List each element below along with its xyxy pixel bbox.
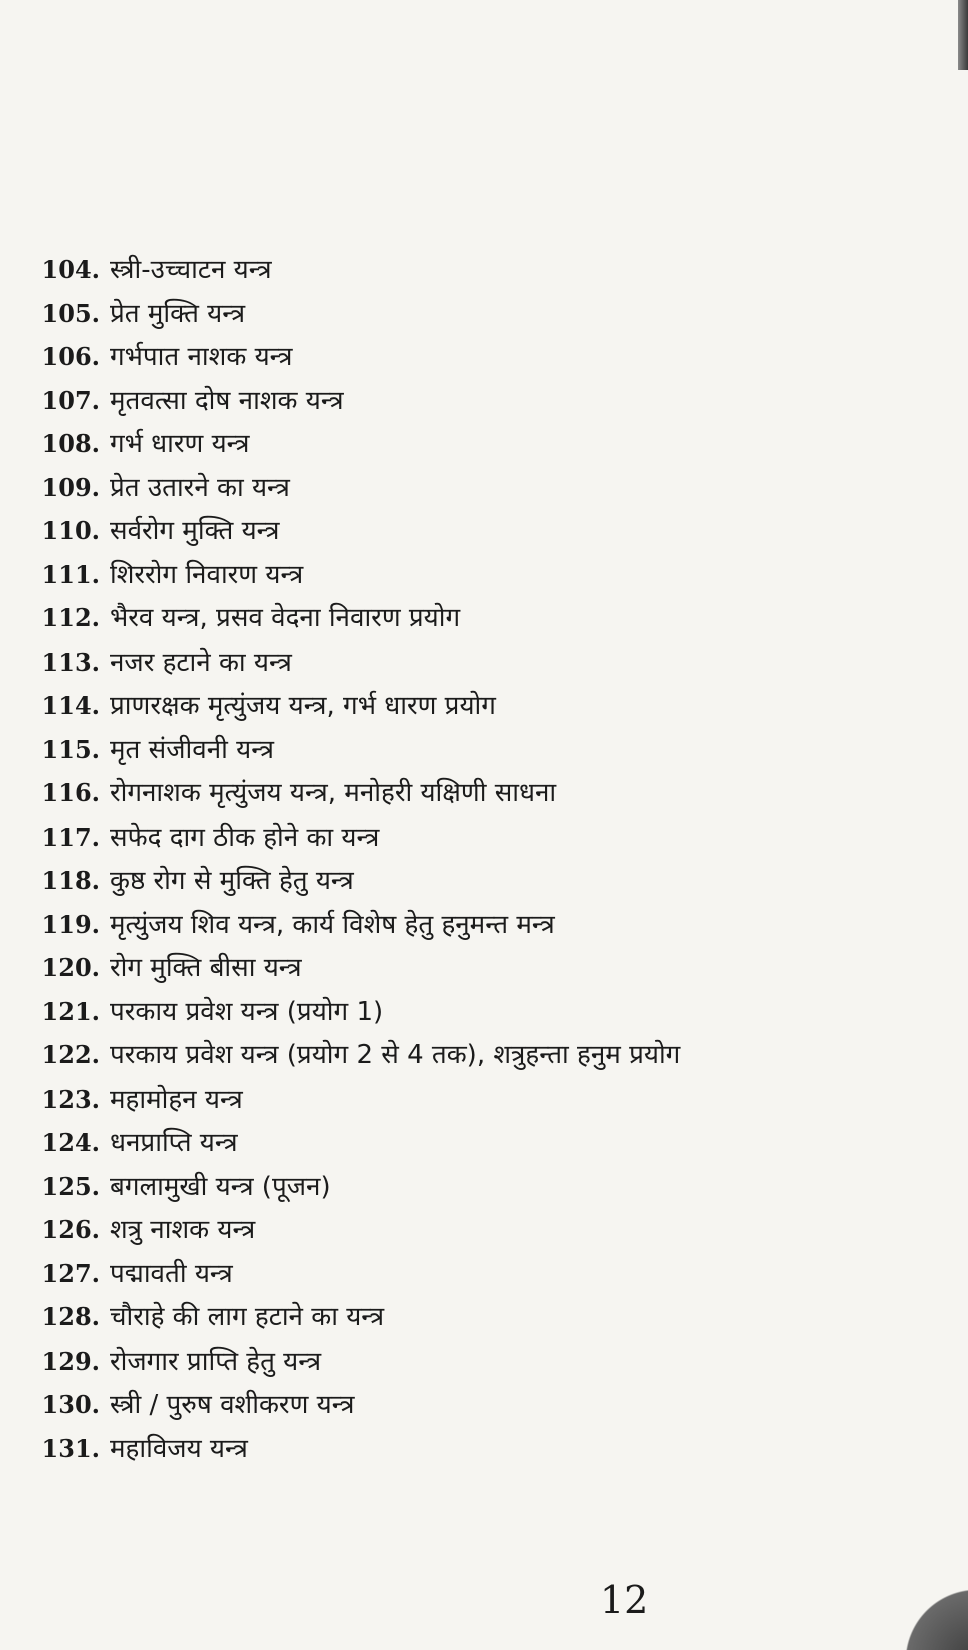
entry-number: 117. xyxy=(41,823,100,852)
entry-number: 127. xyxy=(41,1259,100,1288)
entry-title: स्त्री-उच्चाटन यन्त्र xyxy=(110,255,272,285)
entry-title: परकाय प्रवेश यन्त्र (प्रयोग 1) xyxy=(110,997,384,1027)
entry-title: रोजगार प्राप्ति हेतु यन्त्र xyxy=(110,1347,322,1377)
entry-title: सफेद दाग ठीक होने का यन्त्र xyxy=(110,823,380,853)
page-edge-shadow-bottom xyxy=(878,1540,968,1650)
entry-number: 109. xyxy=(41,473,100,502)
entry-title: महाविजय यन्त्र xyxy=(110,1434,248,1464)
entry-title: भैरव यन्त्र, प्रसव वेदना निवारण प्रयोग xyxy=(110,603,461,633)
entry-number: 121. xyxy=(41,997,100,1026)
entry-title: प्राणरक्षक मृत्युंजय यन्त्र, गर्भ धारण प्रयोग xyxy=(110,691,496,721)
entry-number: 106. xyxy=(41,342,100,371)
entry-title: गर्भ धारण यन्त्र xyxy=(110,429,250,459)
entry-title: नजर हटाने का यन्त्र xyxy=(110,648,292,678)
entry-title: महामोहन यन्त्र xyxy=(110,1085,243,1115)
entry-title: प्रेत उतारने का यन्त्र xyxy=(110,473,290,503)
entry-title: बगलामुखी यन्त्र (पूजन) xyxy=(110,1172,331,1202)
entry-number: 131. xyxy=(41,1434,100,1463)
entry-title: रोग मुक्ति बीसा यन्त्र xyxy=(110,953,302,983)
entry-title: शत्रु नाशक यन्त्र xyxy=(110,1215,256,1245)
entry-number: 113. xyxy=(41,648,100,677)
entry-title: परकाय प्रवेश यन्त्र (प्रयोग 2 से 4 तक), शत्रुहन्ता हनुम प्रयोग xyxy=(110,1040,681,1070)
page-edge-shadow-top xyxy=(958,0,968,70)
entry-title: चौराहे की लाग हटाने का यन्त्र xyxy=(110,1302,385,1332)
entry-title: कुष्ठ रोग से मुक्ति हेतु यन्त्र xyxy=(110,866,354,896)
entry-number: 120. xyxy=(41,953,100,982)
entry-number: 107. xyxy=(41,386,100,415)
entry-number: 108. xyxy=(41,429,100,458)
entry-number: 112. xyxy=(41,603,100,632)
entry-title: मृतवत्सा दोष नाशक यन्त्र xyxy=(110,386,344,416)
entry-number: 114. xyxy=(41,691,100,720)
entry-title: धनप्राप्ति यन्त्र xyxy=(110,1128,238,1158)
entry-number: 115. xyxy=(41,735,100,764)
entry-number: 118. xyxy=(41,866,100,895)
entry-title: मृत्युंजय शिव यन्त्र, कार्य विशेष हेतु हनुमन्त मन्त्र xyxy=(110,910,555,940)
entry-number: 122. xyxy=(41,1040,100,1069)
entry-number: 111. xyxy=(41,560,100,589)
entry-number: 105. xyxy=(41,299,100,328)
entry-title: मृत संजीवनी यन्त्र xyxy=(110,735,275,765)
entry-number: 126. xyxy=(41,1215,100,1244)
entry-title: सर्वरोग मुक्ति यन्त्र xyxy=(110,516,280,546)
entry-number: 104. xyxy=(41,255,100,284)
entry-number: 130. xyxy=(41,1390,100,1419)
entry-title: स्त्री / पुरुष वशीकरण यन्त्र xyxy=(110,1390,355,1420)
entry-title: पद्मावती यन्त्र xyxy=(110,1259,233,1289)
entry-number: 119. xyxy=(41,910,100,939)
entry-number: 110. xyxy=(41,516,100,545)
entry-title: प्रेत मुक्ति यन्त्र xyxy=(110,299,246,329)
entry-number: 116. xyxy=(41,778,100,807)
entry-number: 124. xyxy=(41,1128,100,1157)
entry-title: गर्भपात नाशक यन्त्र xyxy=(110,342,293,372)
entry-number: 125. xyxy=(41,1172,100,1201)
entry-title: शिररोग निवारण यन्त्र xyxy=(110,560,304,590)
page-number: 12 xyxy=(600,1578,649,1622)
entry-number: 128. xyxy=(41,1302,100,1331)
entry-number: 123. xyxy=(41,1085,100,1114)
entry-number: 129. xyxy=(41,1347,100,1376)
entry-title: रोगनाशक मृत्युंजय यन्त्र, मनोहरी यक्षिणी साधना xyxy=(110,778,557,808)
